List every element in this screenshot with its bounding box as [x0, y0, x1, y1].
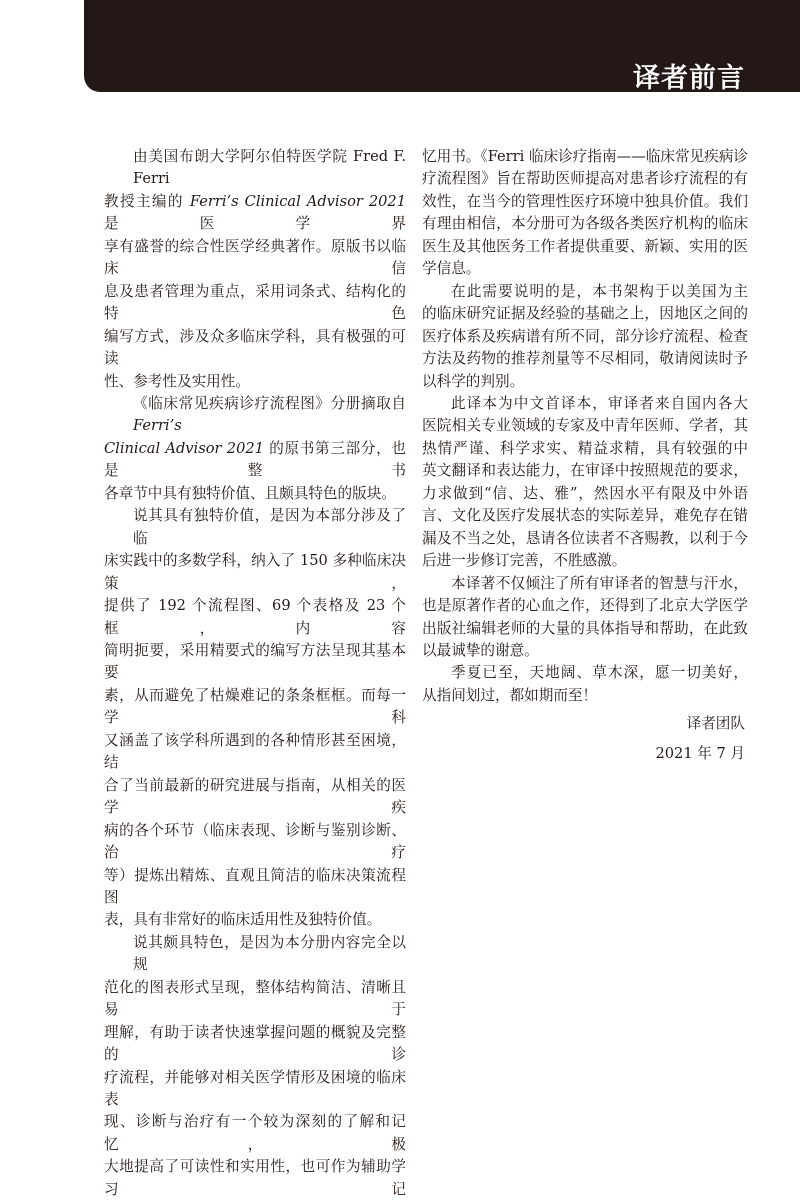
text-line: [104, 371, 406, 393]
text-line: [422, 595, 748, 617]
text-line: [422, 618, 748, 640]
text-line: [104, 281, 406, 326]
text-segment: 力求做到“信、达、雅”，然因水平有限及中外语: [422, 484, 748, 502]
text-line: [104, 393, 406, 438]
text-line: [422, 146, 748, 168]
text-segment: 漏及不当之处，恳请各位读者不吝赐教，以利于今: [422, 529, 748, 547]
text-segment: 的临床研究证据及经验的基础之上，因地区之间的: [422, 305, 748, 323]
text-segment: 本译著不仅倾注了所有审译者的智慧与汗水，: [451, 574, 748, 592]
paragraph: [104, 393, 406, 505]
text-segment: 方法及药物的推荐剂量等不尽相同，敬请阅读时予: [422, 350, 748, 368]
text-segment: 疗流程，并能够对相关医学情形及困境的临床表: [104, 1068, 406, 1109]
text-line: [104, 191, 406, 236]
text-segment: 由美国布朗大学阿尔伯特医学院 Fred F. Ferri: [133, 148, 406, 188]
text-segment: 又涵盖了该学科所遇到的各种情形甚至困境，结: [104, 731, 406, 772]
text-segment: 言、文化及医疗发展状态的实际差异，难免存在错: [422, 507, 748, 525]
text-line: [104, 550, 406, 595]
text-line: [422, 550, 748, 572]
text-segment: 此译本为中文首译本，审译者来自国内各大: [451, 394, 748, 412]
text-segment: 以科学的判别。: [422, 372, 525, 390]
paragraph: [104, 505, 406, 932]
text-line: [422, 303, 748, 325]
chapter-header-band: [84, 0, 800, 92]
book-title-italic: Clinical Advisor 2021: [104, 439, 264, 457]
text-segment: 说其具有独特价值，是因为本部分涉及了临: [133, 507, 406, 547]
text-segment: 的原书第三部分，也是整书: [104, 439, 407, 480]
text-segment: 医院相关专业领域的专家及中青年医师、学者，其: [422, 417, 748, 435]
text-line: [422, 258, 748, 280]
text-segment: 效性，在当今的管理性医疗环境中独具价值。我们: [422, 192, 748, 210]
text-line: [422, 438, 748, 460]
text-segment: 学信息。: [422, 260, 481, 278]
text-segment: 表，具有非常好的临床适用性及独特价值。: [104, 911, 382, 929]
paragraph: [422, 281, 748, 393]
text-segment: 性、参考性及实用性。: [104, 372, 250, 390]
text-segment: 编写方式，涉及众多临床学科，具有极强的可读: [104, 327, 406, 368]
text-line: [422, 573, 748, 595]
text-line: [422, 371, 748, 393]
text-line: [104, 1022, 406, 1067]
text-segment: 等）提炼出精炼、直观且简洁的临床决策流程图: [104, 866, 406, 906]
text-line: [422, 348, 748, 370]
paragraph: [422, 146, 748, 281]
paragraph: [422, 573, 748, 663]
paragraph: [104, 932, 406, 1201]
text-line: [422, 640, 748, 662]
text-line: [422, 393, 748, 415]
right-text-column: [422, 146, 748, 707]
text-line: [422, 415, 748, 437]
text-line: [104, 820, 406, 865]
text-segment: 合了当前最新的研究进展与指南，从相关的医学疾: [104, 776, 406, 817]
text-segment: 《临床常见疾病诊疗流程图》分册摘取自: [133, 394, 406, 412]
text-line: [104, 1111, 406, 1156]
left-text-column: [104, 146, 406, 1201]
text-line: [104, 236, 406, 281]
signature-team: 译者团队: [686, 715, 745, 732]
text-segment: 有理由相信，本分册可为各级各类医疗机构的临床: [422, 215, 748, 233]
text-line: [422, 326, 748, 348]
text-segment: 疗流程图》旨在帮助医师提高对患者诊疗流程的有: [422, 170, 748, 188]
text-segment: 从指间划过，都如期而至！: [422, 686, 598, 704]
text-line: [104, 932, 406, 977]
text-line: [104, 775, 406, 820]
text-line: [104, 438, 406, 483]
text-line: [422, 505, 748, 527]
text-segment: 现、诊断与治疗有一个较为深刻的了解和记忆，极: [104, 1113, 406, 1153]
book-title-italic: Ferri’s: [133, 417, 182, 435]
text-segment: 息及患者管理为重点，采用词条式、结构化的特色: [104, 282, 406, 323]
text-segment: 也是原著作者的心血之作，还得到了北京大学医学: [422, 597, 748, 615]
text-line: [422, 191, 748, 213]
text-line: [422, 460, 748, 482]
paragraph: [104, 146, 406, 393]
text-segment: 理解，有助于读者快速掌握问题的概貌及完整的诊: [104, 1023, 406, 1064]
paragraph: [422, 393, 748, 573]
text-segment: 教授主编的: [104, 192, 190, 210]
text-line: [422, 213, 748, 235]
text-line: [104, 909, 406, 931]
text-segment: 范化的图表形式呈现，整体结构简洁、清晰且易于: [104, 978, 406, 1019]
text-line: [104, 1067, 406, 1112]
text-line: [422, 483, 748, 505]
text-line: [104, 146, 406, 191]
text-line: [104, 326, 406, 371]
text-segment: 床实践中的多数学科，纳入了 150 多种临床决策，: [104, 552, 406, 592]
text-segment: 医生及其他医务工作者提供重要、新颖、实用的医: [422, 237, 748, 255]
text-segment: 英文翻译和表达能力，在审译中按照规范的要求，: [422, 462, 748, 480]
text-segment: 各章节中具有独特价值、且颇具特色的版块。: [104, 484, 396, 502]
text-line: [104, 1156, 406, 1201]
text-line: [104, 977, 406, 1022]
text-line: [104, 730, 406, 775]
text-segment: 在此需要说明的是，本书架构于以美国为主: [451, 282, 748, 300]
text-line: [422, 236, 748, 258]
text-segment: 医疗体系及疾病谱有所不同，部分诊疗流程、检查: [422, 327, 748, 345]
paragraph: [422, 662, 748, 707]
text-segment: 忆用书。《Ferri 临床诊疗指南——临床常见疾病诊: [422, 148, 748, 165]
text-segment: 是医学界: [104, 215, 406, 233]
text-line: [104, 640, 406, 685]
text-line: [104, 865, 406, 910]
text-line: [104, 595, 406, 640]
text-line: [104, 483, 406, 505]
text-segment: 病的各个环节（临床表现、诊断与鉴别诊断、治疗: [104, 821, 406, 862]
text-line: [104, 685, 406, 730]
text-line: [104, 505, 406, 550]
text-segment: 素，从而避免了枯燥难记的条条框框。而每一学科: [104, 686, 406, 727]
text-segment: 提供了 192 个流程图、69 个表格及 23 个框，内容: [104, 597, 406, 637]
text-segment: 热情严谨、科学求实、精益求精，具有较强的中: [422, 439, 748, 457]
text-line: [422, 528, 748, 550]
page-title: 译者前言: [633, 63, 745, 94]
text-line: [422, 662, 748, 684]
text-segment: 说其颇具特色，是因为本分册内容完全以规: [133, 933, 406, 974]
text-segment: 简明扼要，采用精要式的编写方法呈现其基本要: [104, 641, 406, 682]
text-segment: 后进一步修订完善，不胜感激。: [422, 552, 627, 570]
signature-date: 2021 年 7 月: [655, 745, 745, 762]
text-segment: 以最诚挚的谢意。: [422, 641, 539, 659]
book-title-italic: Ferri’s Clinical Advisor 2021: [189, 192, 406, 210]
text-segment: 出版社编辑老师的大量的具体指导和帮助，在此致: [422, 619, 748, 637]
text-segment: 季夏已至，天地阔、草木深，愿一切美好，: [451, 664, 748, 682]
text-line: [422, 685, 748, 707]
text-line: [422, 281, 748, 303]
text-segment: 大地提高了可读性和实用性，也可作为辅助学习记: [104, 1158, 406, 1198]
text-line: [422, 168, 748, 190]
text-segment: 享有盛誉的综合性医学经典著作。原版书以临床信: [104, 237, 406, 278]
